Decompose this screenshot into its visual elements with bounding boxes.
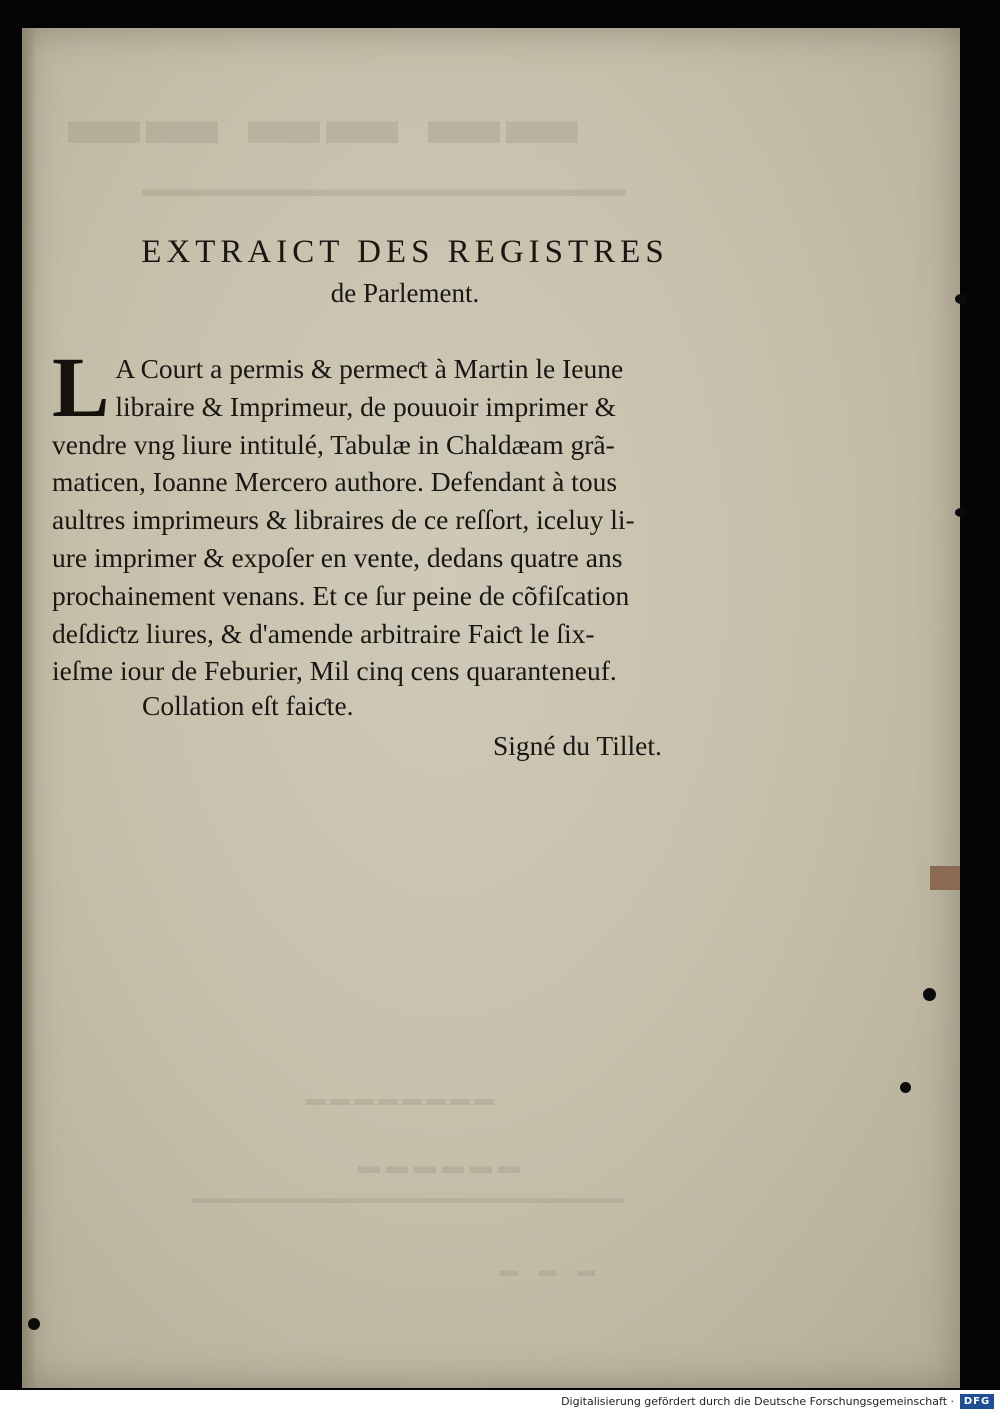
signature-line: Signé du Tillet. bbox=[493, 730, 662, 761]
ink-dot bbox=[900, 1082, 911, 1093]
text-line: aultres imprimeurs & libraires de ce reſſort, iceluy li- bbox=[52, 504, 635, 536]
show-through-place: ▬▬▬▬▬▬ bbox=[352, 1153, 520, 1178]
collation-note: Collation eſt faiƈte. bbox=[142, 690, 354, 721]
dfg-logo[interactable]: DFG bbox=[960, 1394, 994, 1409]
document-heading bbox=[95, 232, 715, 310]
show-through-imprint: ▬▬▬▬▬▬▬▬▬▬▬▬▬▬▬▬▬▬▬▬▬▬▬▬▬▬▬ bbox=[192, 1190, 624, 1207]
footer-bar bbox=[0, 1390, 1000, 1414]
text-line: ieſme iour de Feburier, Mil cinq cens quaranteneuf. bbox=[52, 655, 617, 687]
page-tab bbox=[930, 866, 960, 890]
text-line: A Court a permis & permeƈt à Martin le Ieune bbox=[115, 353, 624, 384]
text-line: libraire & Imprimeur, de pouuoir imprimer & bbox=[115, 390, 617, 422]
show-through-subtitle: ▬▬▬▬▬▬▬▬▬▬▬▬▬▬▬▬▬▬▬▬▬▬ bbox=[142, 176, 626, 201]
heading-subtitle: de Parlement. bbox=[330, 278, 480, 308]
funding-credit: Digitalisierung gefördert durch die Deutsche Forschungsgemeinschaft · bbox=[561, 1395, 954, 1408]
heading-title: EXTRAICT DES REGISTRES bbox=[141, 234, 669, 270]
ink-dot bbox=[923, 988, 936, 1001]
text-line: vendre vng liure intitulé, Tabulæ in Chaldæam grã- bbox=[52, 428, 615, 460]
show-through-privilege: ▬▬▬▬▬▬▬▬ bbox=[302, 1088, 494, 1110]
text-line: ure imprimer & expoſer en vente, dedans quatre ans bbox=[52, 541, 623, 573]
text-line: prochainement venans. Et ce ſur peine de cõfiſcation bbox=[52, 579, 630, 611]
show-through-date: ▬ ▬ ▬ bbox=[492, 1260, 595, 1280]
page-gutter-shadow bbox=[22, 28, 36, 1388]
ink-dot bbox=[28, 1318, 40, 1330]
edge-mark bbox=[955, 294, 967, 304]
edge-mark bbox=[955, 508, 967, 517]
text-line: deſdiƈtz liures, & d'amende arbitraire Faiƈt le ſix- bbox=[52, 617, 595, 649]
privilege-text bbox=[52, 339, 742, 690]
text-line: maticen, Ioanne Mercero authore. Defendant à tous bbox=[52, 466, 618, 498]
drop-cap-initial: L bbox=[52, 339, 110, 435]
show-through-title: ▬▬ ▬▬ ▬▬ bbox=[62, 79, 578, 159]
